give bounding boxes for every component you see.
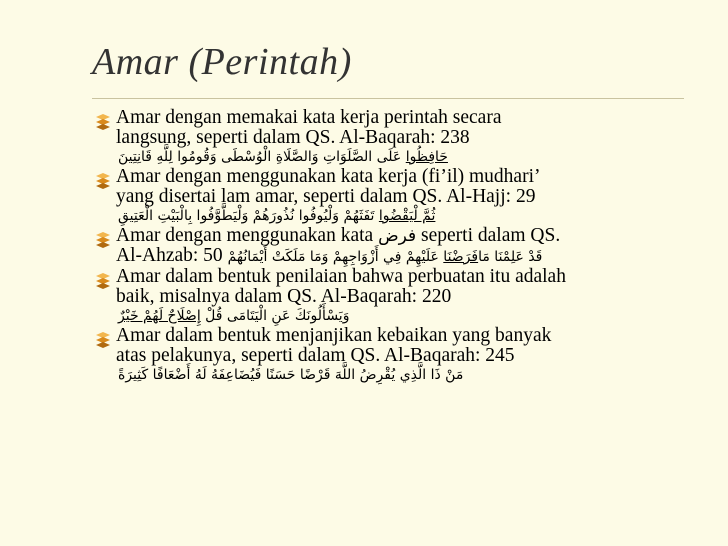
arabic-verse (116, 307, 692, 326)
bullet-item (92, 167, 692, 226)
bullet-text: seperti dalam QS. (416, 225, 561, 246)
bullet-item (92, 326, 692, 385)
slide-title: Amar (Perintah) (92, 41, 352, 83)
bullet-text-line: Amar dalam bentuk penilaian bahwa perbuatan itu adalah (116, 266, 566, 287)
bullet-text-line: yang disertai lam amar, seperti dalam QS. Al-Hajj: 29 (116, 186, 536, 207)
arabic-verse (116, 207, 692, 226)
inline-arabic-word: فرض (378, 226, 417, 246)
bullet-item (92, 267, 692, 326)
arabic-verse-rest: عَلَى الصَّلَوَاتِ وَالصَّلَاةِ الْوُسْطَى وَقُومُوا لِلَّهِ قَانِتِينَ (118, 149, 406, 165)
bullet-icon (94, 231, 112, 249)
bullet-text-line: baik, misalnya dalam QS. Al-Baqarah: 220 (116, 286, 452, 307)
arabic-verse-highlight: فَرَضْنَا (443, 249, 479, 265)
arabic-verse-start: وَيَسْأَلُونَكَ عَنِ الْيَتَامَى قُلْ (200, 308, 350, 324)
bullet-text: Amar dengan menggunakan kata (116, 225, 379, 246)
bullet-text-line: Amar dengan memakai kata kerja perintah secara (116, 107, 502, 128)
bullet-text-line: Amar dalam bentuk menjanjikan kebaikan yang banyak (116, 325, 552, 346)
bullet-item (92, 108, 692, 167)
title-divider (92, 98, 684, 99)
bullet-text-line (116, 246, 692, 267)
arabic-verse: مَنْ ذَا الَّذِي يُقْرِضُ اللَّهَ قَرْضًا حَسَنًا فَيُضَاعِفَهُ لَهُ أَضْعَافًا كَثِيرَةً (118, 367, 464, 383)
bullet-icon (94, 113, 112, 131)
arabic-verse-start: قَدْ عَلِمْنَا مَا (478, 249, 543, 265)
bullet-item (92, 226, 692, 267)
arabic-verse-rest: عَلَيْهِمْ فِي أَزْوَاجِهِمْ وَمَا مَلَكَتْ أَيْمَانُهُمْ (227, 249, 444, 265)
bullet-text-line (116, 226, 692, 246)
arabic-verse (228, 249, 543, 265)
bullet-text-line: atas pelakunya, seperti dalam QS. Al-Baqarah: 245 (116, 345, 515, 366)
arabic-verse (116, 148, 692, 167)
bullet-text-line: Amar dengan menggunakan kata kerja (fi’il) mudhari’ (116, 166, 541, 187)
bullet-text-line: langsung, seperti dalam QS. Al-Baqarah: 238 (116, 127, 470, 148)
arabic-verse-highlight: إِصْلَاحٌ لَهُمْ خَيْرٌ (118, 308, 201, 324)
arabic-verse-rest: تَفَثَهُمْ وَلْيُوفُوا نُذُورَهُمْ وَلْيَطَّوَّفُوا بِالْبَيْتِ الْعَتِيقِ (118, 208, 379, 224)
bullet-icon (94, 172, 112, 190)
bullet-list (92, 108, 692, 385)
bullet-icon (94, 331, 112, 349)
arabic-verse-highlight: ثُمَّ لْيَقْضُوا (378, 208, 436, 224)
arabic-verse-highlight: حَافِظُوا (405, 149, 448, 165)
bullet-icon (94, 272, 112, 290)
bullet-text: Al-Ahzab: 50 (116, 245, 228, 266)
